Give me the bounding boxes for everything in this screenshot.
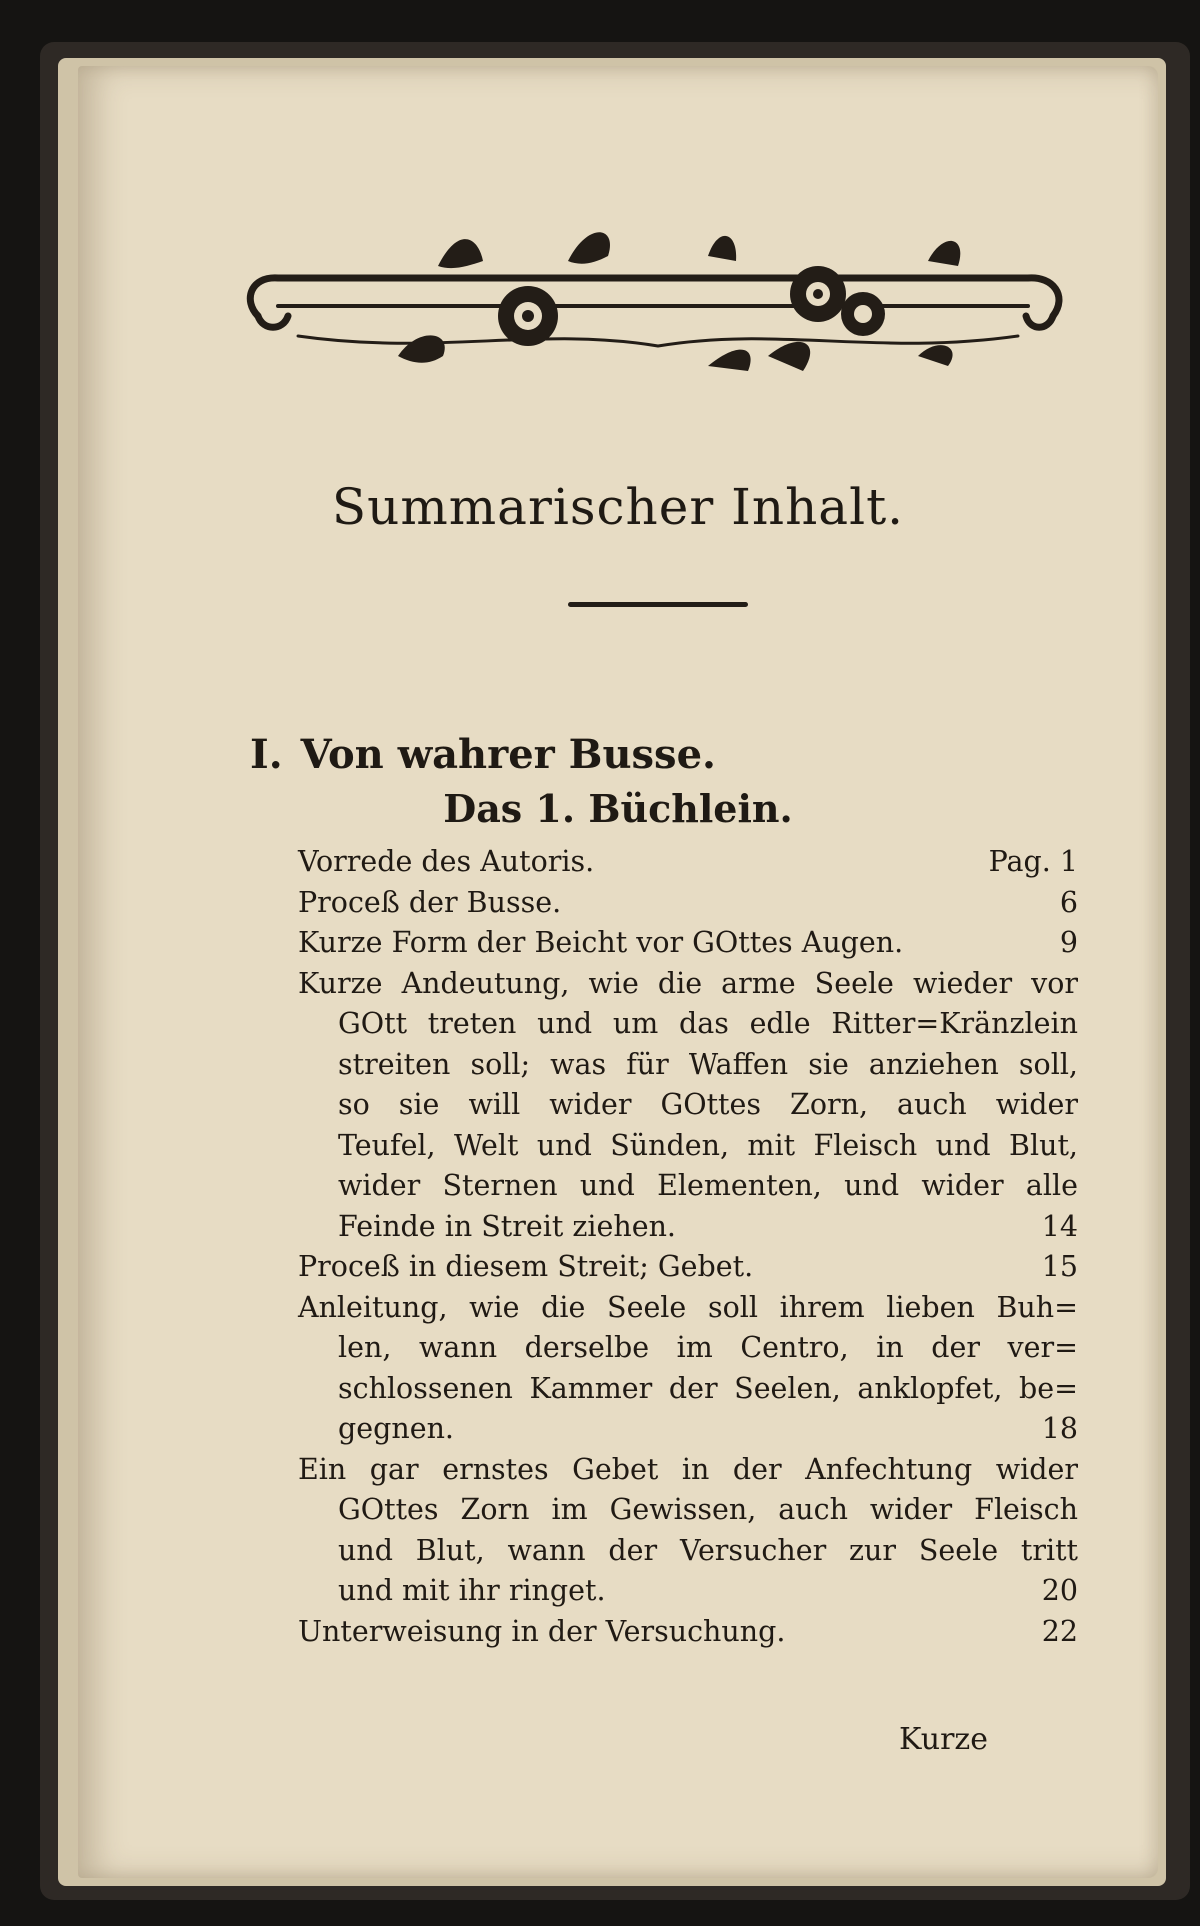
- toc-page-number: 6: [1059, 885, 1078, 919]
- book-heading: Das 1. Büchlein.: [443, 786, 793, 831]
- toc-page-number: 9: [1059, 926, 1078, 959]
- table-of-contents: [298, 842, 1078, 1652]
- toc-entry-line: schlossenen Kammer der Seelen, anklopfet, be=: [338, 1371, 1078, 1405]
- toc-entry-line: len, wann derselbe im Centro, in der ver=: [338, 1331, 1078, 1364]
- toc-page-number: 18: [1041, 1412, 1078, 1445]
- toc-page-number: 14: [1041, 1209, 1078, 1243]
- section-heading: [250, 731, 716, 778]
- toc-entry-line: gegnen.: [338, 1412, 454, 1445]
- toc-entry-line: wider Sternen und Elementen, und wider alle: [338, 1169, 1078, 1202]
- toc-page-number: 22: [1041, 1614, 1078, 1648]
- toc-page-number: 20: [1041, 1574, 1078, 1607]
- toc-entry-line: Feinde in Streit ziehen.: [338, 1209, 676, 1243]
- toc-entry-line: GOtt treten und um das edle Ritter=Kränzlein: [338, 1007, 1078, 1040]
- toc-entry: [298, 1612, 1078, 1653]
- toc-entry-line: Vorrede des Autoris.: [298, 845, 595, 878]
- toc-entry-line: und Blut, wann der Versucher zur Seele tritt: [338, 1533, 1078, 1567]
- toc-entry-line: Unterweisung in der Versuchung.: [298, 1614, 786, 1648]
- floral-ornament: [238, 206, 1068, 406]
- section-title: Von wahrer Busse.: [300, 731, 716, 778]
- toc-entry: [298, 842, 1078, 883]
- toc-entry: [298, 1247, 1078, 1288]
- toc-entry-line: Proceß der Busse.: [298, 885, 562, 919]
- toc-entry: [298, 1288, 1078, 1450]
- toc-entry-line: Ein gar ernstes Gebet in der Anfechtung wider: [298, 1452, 1078, 1486]
- catchword: Kurze: [899, 1722, 988, 1757]
- toc-entry-line: und mit ihr ringet.: [338, 1574, 606, 1607]
- toc-entry: [298, 964, 1078, 1248]
- toc-entry-line: Kurze Form der Beicht vor GOttes Augen.: [298, 926, 904, 959]
- toc-entry-line: Teufel, Welt und Sünden, mit Fleisch und Blut,: [338, 1128, 1078, 1162]
- toc-entry-line: Kurze Andeutung, wie die arme Seele wieder vor: [298, 966, 1078, 1000]
- section-number: I.: [250, 731, 283, 778]
- title-rule: [568, 602, 748, 607]
- toc-entry: [298, 1450, 1078, 1612]
- toc-entry-line: Anleitung, wie die Seele soll ihrem lieben Buh=: [298, 1290, 1078, 1324]
- page-title: Summarischer Inhalt.: [331, 478, 905, 536]
- toc-entry-line: Proceß in diesem Streit; Gebet.: [298, 1250, 754, 1283]
- toc-entry-line: GOttes Zorn im Gewissen, auch wider Fleisch: [338, 1493, 1078, 1526]
- toc-page-number: 15: [1041, 1250, 1078, 1283]
- toc-entry: [298, 923, 1078, 964]
- toc-entry: [298, 883, 1078, 924]
- book-page: [78, 66, 1158, 1878]
- toc-entry-line: so sie will wider GOttes Zorn, auch wider: [338, 1088, 1078, 1121]
- toc-page-number: Pag. 1: [988, 845, 1078, 878]
- toc-entry-line: streiten soll; was für Waffen sie anziehen soll,: [338, 1047, 1078, 1081]
